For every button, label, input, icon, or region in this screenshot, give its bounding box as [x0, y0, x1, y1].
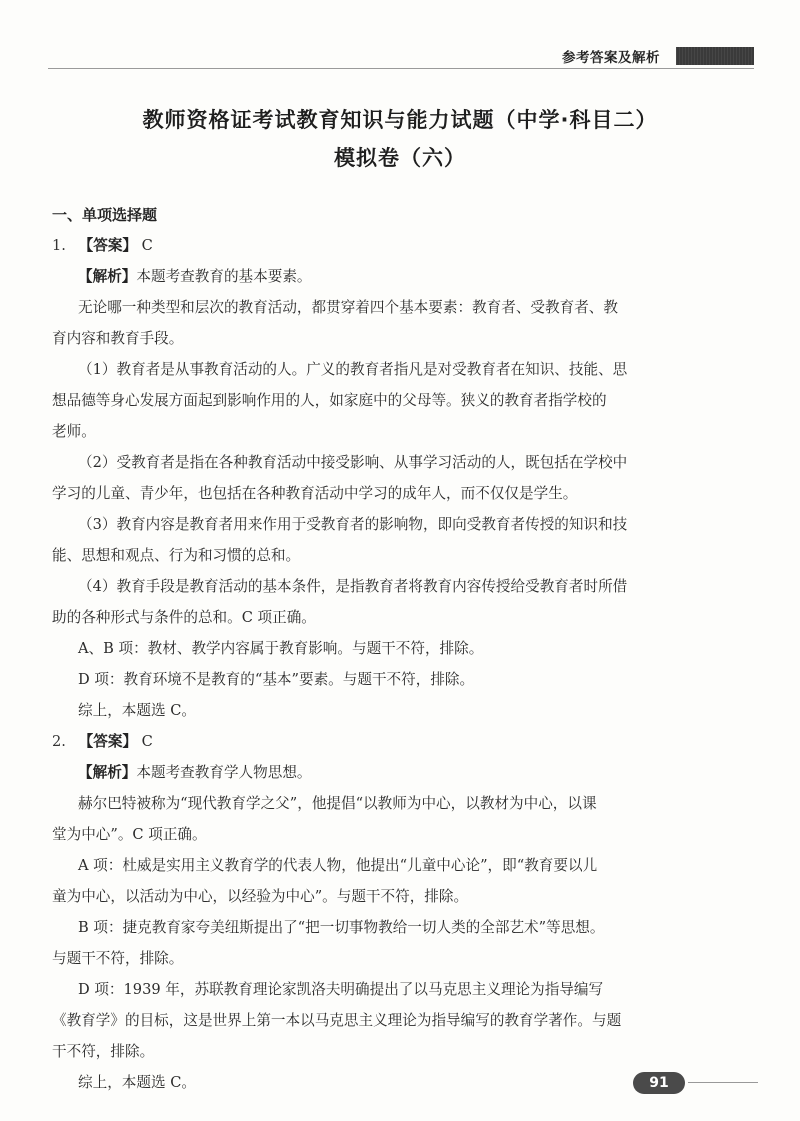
paragraph-line: B 项：捷克教育家夸美纽斯提出了“把一切事物教给一切人类的全部艺术”等思想。 — [78, 919, 605, 936]
paragraph-line: 想品德等身心发展方面起到影响作用的人，如家庭中的父母等。狭义的教育者指学校的 — [52, 392, 607, 409]
answer-tag: 【答案】 — [78, 237, 138, 254]
paragraph-line: D 项：教育环境不是教育的“基本”要素。与题干不符，排除。 — [78, 671, 475, 688]
header-decorative-bar — [676, 47, 754, 65]
question-1-analysis — [52, 266, 312, 288]
paragraph-line: 与题干不符，排除。 — [52, 950, 184, 967]
header-divider — [48, 68, 754, 69]
paragraph-line: （2）受教育者是指在各种教育活动中接受影响、从事学习活动的人，既包括在学校中 — [78, 454, 628, 471]
paragraph-line: 无论哪一种类型和层次的教育活动，都贯穿着四个基本要素：教育者、受教育者、教 — [78, 299, 618, 316]
conclusion-line: 综上，本题选 C。 — [78, 1074, 196, 1091]
analysis-text: 本题考查教育的基本要素。 — [136, 268, 312, 285]
paragraph-line: 老师。 — [52, 423, 96, 440]
analysis-tag: 【解析】 — [78, 268, 137, 285]
document-title: 教师资格证考试教育知识与能力试题（中学·科目二） — [142, 108, 658, 132]
answer-tag: 【答案】 — [78, 733, 138, 750]
page-header — [0, 0, 800, 80]
paragraph-line: A 项：杜威是实用主义教育学的代表人物，他提出“儿童中心论”，即“教育要以儿 — [78, 857, 598, 874]
question-2-answer — [52, 731, 153, 753]
paragraph-line: （3）教育内容是教育者用来作用于受教育者的影响物，即向受教育者传授的知识和技 — [78, 516, 628, 533]
document-subtitle: 模拟卷（六） — [334, 146, 466, 170]
question-2-analysis — [52, 762, 312, 784]
question-number: 2. — [52, 733, 66, 750]
question-number: 1. — [52, 237, 66, 254]
paragraph-line: 《教育学》的目标，这是世界上第一本以马克思主义理论为指导编写的教育学著作。与题 — [52, 1012, 622, 1029]
paragraph-line: A、B 项：教材、教学内容属于教育影响。与题干不符，排除。 — [78, 640, 484, 657]
page-number-badge: 91 — [633, 1072, 685, 1094]
paragraph-line: 童为中心，以活动为中心，以经验为中心”。与题干不符，排除。 — [52, 888, 469, 905]
footer-divider — [688, 1082, 758, 1083]
answer-value: C — [141, 237, 153, 254]
answer-value: C — [141, 733, 153, 750]
conclusion-line: 综上，本题选 C。 — [78, 702, 196, 719]
header-label: 参考答案及解析 — [562, 50, 660, 66]
paragraph-line: 育内容和教育手段。 — [52, 330, 184, 347]
analysis-text: 本题考查教育学人物思想。 — [136, 764, 312, 781]
paragraph-line: 学习的儿童、青少年，也包括在各种教育活动中学习的成年人，而不仅仅是学生。 — [52, 485, 578, 502]
paragraph-line: （1）教育者是从事教育活动的人。广义的教育者指凡是对受教育者在知识、技能、思 — [78, 361, 628, 378]
paragraph-line: 堂为中心”。C 项正确。 — [52, 826, 207, 843]
paragraph-line: （4）教育手段是教育活动的基本条件，是指教育者将教育内容传授给受教育者时所借 — [78, 578, 628, 595]
paragraph-line: 助的各种形式与条件的总和。C 项正确。 — [52, 609, 316, 626]
paragraph-line: 能、思想和观点、行为和习惯的总和。 — [52, 547, 301, 564]
paragraph-line: 赫尔巴特被称为“现代教育学之父”，他提倡“以教师为中心，以教材为中心，以课 — [78, 795, 597, 812]
analysis-tag: 【解析】 — [78, 764, 137, 781]
paragraph-line: D 项：1939 年，苏联教育理论家凯洛夫明确提出了以马克思主义理论为指导编写 — [78, 981, 604, 998]
question-1-answer — [52, 235, 153, 257]
paragraph-line: 干不符，排除。 — [52, 1043, 155, 1060]
section-heading: 一、单项选择题 — [52, 206, 158, 224]
